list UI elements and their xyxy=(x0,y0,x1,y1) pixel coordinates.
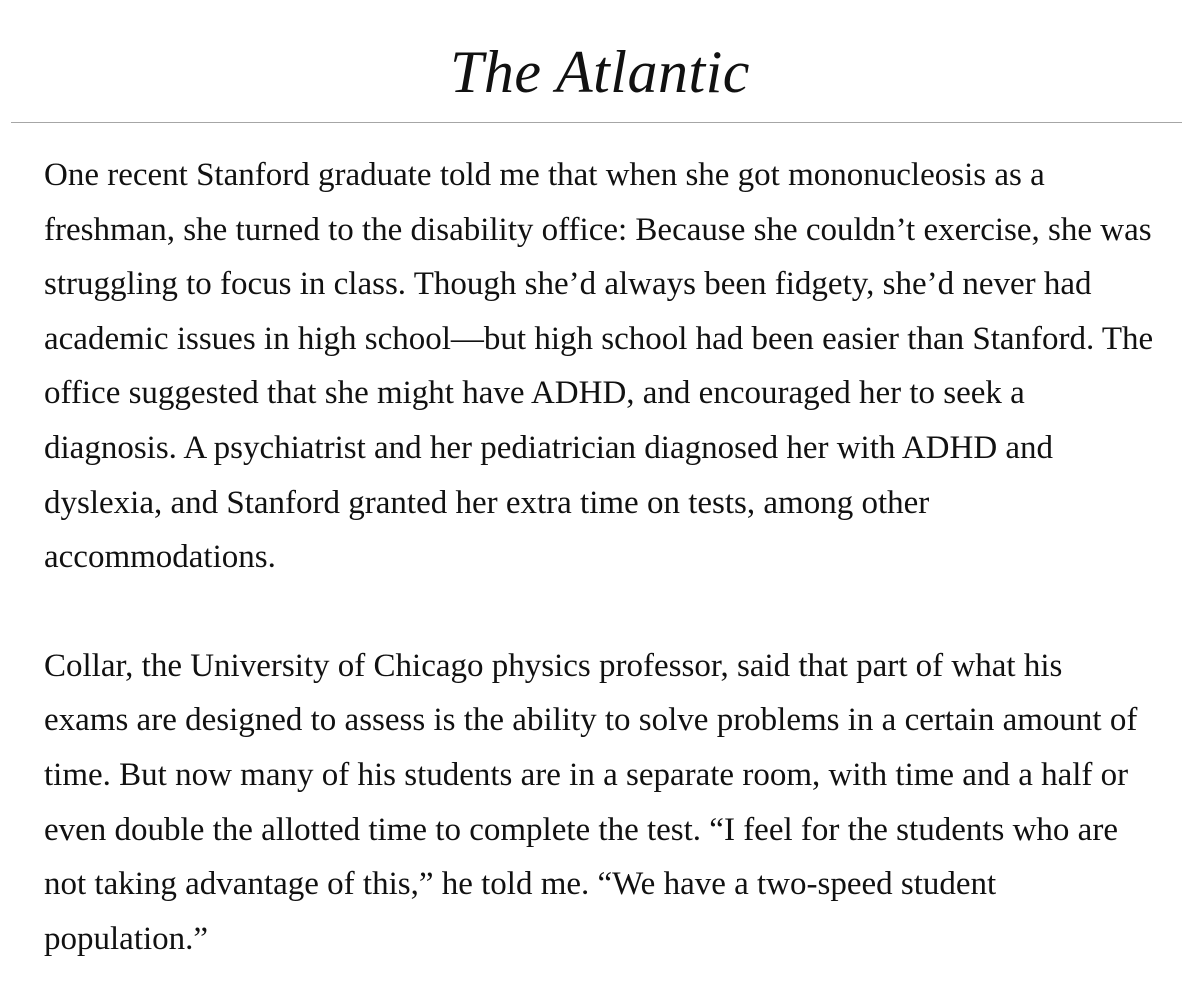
article-body xyxy=(44,148,1154,966)
masthead-divider xyxy=(11,122,1182,123)
masthead xyxy=(0,0,1200,123)
article-paragraph: One recent Stanford graduate told me that when she got mononucleosis as a freshman, she turned to the disability office: Because she couldn’t exercise, she was struggling to focus in class. Though she’d always been fidgety, she’d never had academic issues in high school—but high school had been easier than Stanford. The office suggested that she might have ADHD, and encouraged her to seek a diagnosis. A psychiatrist and her pediatrician diagnosed her with ADHD and dyslexia, and Stanford granted her extra time on tests, among other accommodations. xyxy=(44,157,1154,576)
publication-logo[interactable]: The Atlantic xyxy=(450,39,750,105)
article-paragraph: Collar, the University of Chicago physics professor, said that part of what his exams are designed to assess is the ability to solve problems in a certain amount of time. But now many of his students are in a separate room, with time and a half or even double the allotted time to complete the test. “I feel for the students who are not taking advantage of this,” he told me. “We have a two-speed student population.” xyxy=(44,647,1138,957)
